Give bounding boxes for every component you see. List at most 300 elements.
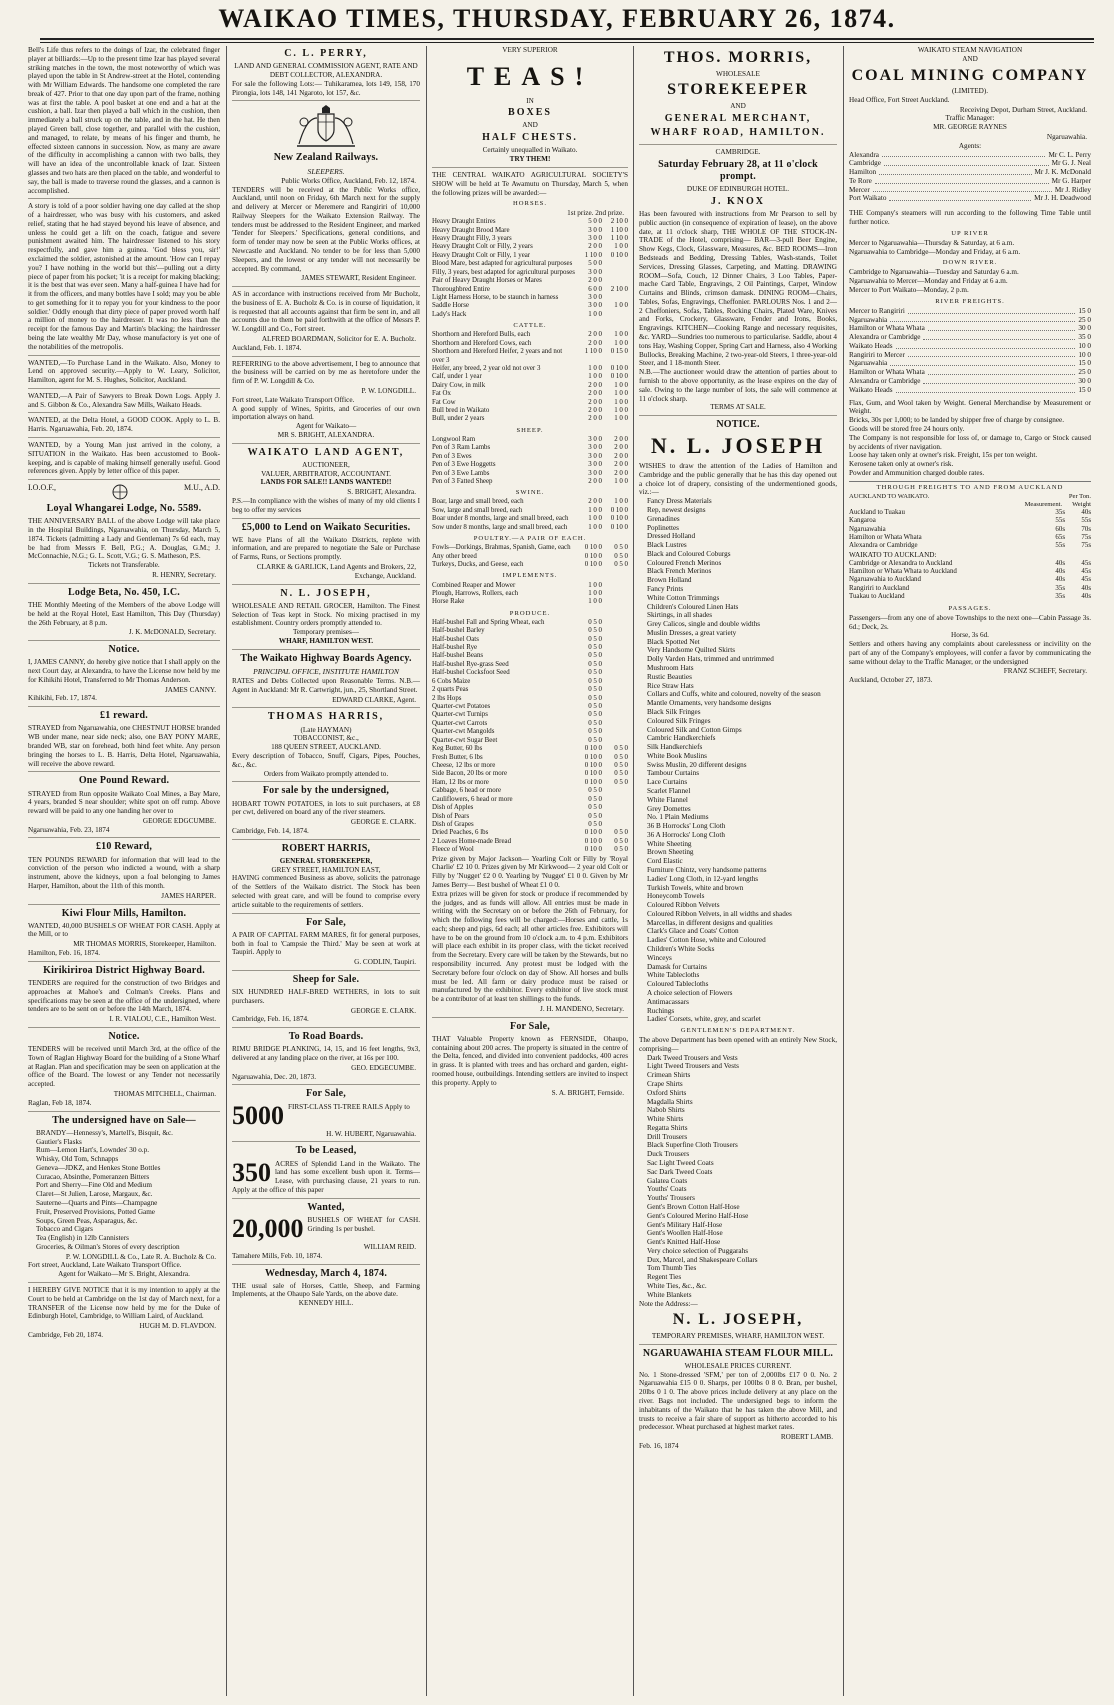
list-item: Youths' Trousers bbox=[647, 1194, 695, 1203]
row-label: Pen of 3 Ewe Hoggetts bbox=[432, 461, 496, 469]
ad-line: Traffic Manager: bbox=[945, 114, 995, 123]
row-value: 35s bbox=[1055, 508, 1065, 516]
ad-office: Public Works Office, Auckland, Feb. 12, 1874. bbox=[281, 176, 416, 185]
row-label: Keg Butter, 60 lbs bbox=[432, 745, 483, 753]
row-value bbox=[602, 590, 628, 598]
ad-place: CAMBRIDGE. bbox=[715, 147, 761, 156]
list-item: Coloured Tablecloths bbox=[647, 980, 709, 989]
column-1 bbox=[28, 46, 220, 1696]
ad-signature: WILLIAM REID. bbox=[363, 1242, 416, 1251]
row-value: 0 10 0 bbox=[584, 829, 602, 837]
ad-text: Settlers and others having any complaints about carelessness or incivility on the part of any of the Company's employees, will confer a favor by communicating the same without delay to the Traffic Manager, or the undersigned bbox=[849, 640, 1091, 666]
ad-signature: GEO. EDGECUMBE. bbox=[351, 1063, 416, 1072]
row-value: 40s bbox=[1081, 584, 1091, 592]
ad-line: TOBACCONIST, &c., bbox=[293, 734, 359, 743]
ad-text: TEN POUNDS REWARD for information that will lead to the conviction of the person who indicted a wound, with a sharp instrument, above the kidneys, upon a foal belonging to James Harper, Hamilton, about the 11th of this month. bbox=[28, 855, 220, 890]
to-auckland-heading: WAIKATO TO AUCKLAND: bbox=[849, 550, 937, 559]
dotted-row bbox=[849, 351, 1091, 360]
row-value: 2 0 0 bbox=[588, 331, 602, 339]
masthead-title: WAIKAO TIMES, THURSDAY, FEBRUARY 26, 1874. bbox=[218, 4, 896, 33]
ad-rails bbox=[232, 1088, 420, 1142]
ad-line: HALF CHESTS. bbox=[482, 132, 578, 144]
iof-left: I.O.O.F., bbox=[28, 483, 57, 493]
row-label: Dairy Cow, in milk bbox=[432, 381, 486, 389]
row-value: 45s bbox=[1081, 576, 1091, 584]
ad-text: FIRST-CLASS TI-TREE RAILS Apply to bbox=[288, 1102, 410, 1111]
row-label: Sow under 8 months, large and small breed, each bbox=[432, 523, 568, 531]
table-row bbox=[432, 399, 628, 407]
list-item: Poplinettes bbox=[647, 523, 679, 532]
row-label: Rangiriri to Auckland bbox=[849, 584, 910, 592]
ad-note: Note the Address:— bbox=[639, 1299, 698, 1308]
list-item: Coloured Ribbon Velvets, in all widths and shades bbox=[647, 909, 792, 918]
table-row bbox=[432, 453, 628, 461]
ad-agricultural-show bbox=[432, 171, 628, 1018]
column-4 bbox=[639, 46, 837, 1696]
table-row bbox=[432, 652, 628, 660]
list-item: Groceries, & Oilman's Stores of every description bbox=[36, 1242, 180, 1251]
ad-date: Cambridge, Feb. 16, 1874. bbox=[232, 1015, 309, 1024]
row-value: 45s bbox=[1081, 559, 1091, 567]
table-row bbox=[432, 252, 628, 260]
ad-heading: ROBERT HARRIS, bbox=[281, 842, 371, 854]
row-value: 1 0 0 bbox=[588, 364, 602, 372]
row-value bbox=[602, 678, 628, 686]
row-label: Tuakau to Auckland bbox=[849, 593, 905, 601]
list-item: Light Tweed Trousers and Vests bbox=[647, 1062, 739, 1071]
list-item: Gent's Knitted Half-Hose bbox=[647, 1238, 721, 1247]
row-value: 0 5 0 bbox=[588, 736, 602, 744]
list-item: A choice selection of Flowers bbox=[647, 988, 733, 997]
leader-dots bbox=[875, 177, 1049, 184]
ad-oddfellows-ball bbox=[28, 483, 220, 584]
dotted-row bbox=[849, 324, 1091, 333]
ad-date: Hamilton, Feb. 16, 1874. bbox=[28, 949, 101, 958]
row-value: 1 10 0 bbox=[610, 226, 628, 234]
row-label: Alexandra or Cambridge bbox=[849, 542, 918, 550]
table-row bbox=[849, 576, 1091, 584]
dotted-row bbox=[849, 333, 1091, 342]
row-label: Any other breed bbox=[432, 552, 477, 560]
column-rule bbox=[426, 46, 427, 1696]
row-label: Fleece of Wool bbox=[432, 846, 474, 854]
ad-fernside bbox=[432, 1021, 628, 1101]
list-item: Coloured French Merinos bbox=[647, 558, 722, 567]
ad-signature: ALFRED BOARDMAN, Solicitor for E. A. Bucholz. bbox=[261, 335, 416, 344]
ad-text: N.B.—The auctioneer would draw the attention of parties about to furnish to the above opportunity, as the lease expires on the day of sale. Owing to the large number of lots, the sale will commence at 11 o'clock sharp. bbox=[639, 368, 837, 403]
ad-signature: CLARKE & GARLICK, Land Agents and Brokers, 22, Exchange, Auckland. bbox=[256, 563, 416, 580]
row-label: Calf, under 1 year bbox=[432, 373, 482, 381]
table-row bbox=[432, 796, 628, 804]
row-value: 0 10 0 bbox=[584, 753, 602, 761]
row-value bbox=[602, 294, 628, 302]
list-item: White Tablecloths bbox=[647, 971, 700, 980]
column-rule bbox=[226, 46, 227, 1696]
list-item: Port and Sherry—Fine Old and Medium bbox=[36, 1181, 152, 1190]
ad-heading: For Sale, bbox=[510, 1020, 550, 1032]
row-label: Half-bushel Beans bbox=[432, 652, 484, 660]
ad-heading: WAIKATO LAND AGENT, bbox=[247, 446, 405, 458]
row-value: 1 0 0 bbox=[614, 302, 628, 310]
ad-number: 20,000 bbox=[232, 1213, 304, 1243]
row-value: 0 5 0 bbox=[588, 703, 602, 711]
ad-signature: JAMES STEWART, Resident Engineer. bbox=[301, 274, 416, 283]
row-value: 1 0 0 bbox=[614, 381, 628, 389]
ad-kirikiriroa bbox=[28, 965, 220, 1028]
row-value: 1 0 0 bbox=[614, 390, 628, 398]
section-passages: PASSAGES. bbox=[948, 604, 992, 612]
row-value: 0 10 0 bbox=[610, 515, 628, 523]
row-label: Quarter-cwt Mangolds bbox=[432, 728, 495, 736]
ad-perry bbox=[232, 48, 420, 101]
row-value bbox=[602, 260, 628, 268]
table-row bbox=[432, 340, 628, 348]
table-row bbox=[432, 686, 628, 694]
ad-heading: NOTICE. bbox=[716, 419, 760, 431]
agents-list bbox=[849, 151, 1091, 204]
masthead-rule-top bbox=[40, 38, 1094, 40]
prize-table-swine bbox=[432, 498, 628, 532]
row-label: Dish of Grapes bbox=[432, 820, 474, 828]
ad-line: Certainly unequalled in Waikato. bbox=[482, 146, 578, 155]
row-label: Ngaruawahia bbox=[849, 525, 886, 533]
column-rule bbox=[633, 46, 634, 1696]
row-label: Thoroughbred Entire bbox=[432, 285, 490, 293]
row-value: 15 0 bbox=[1078, 359, 1091, 368]
dotted-row bbox=[849, 386, 1091, 395]
row-value bbox=[602, 652, 628, 660]
row-value: 1 0 0 bbox=[614, 415, 628, 423]
ad-text: SIX HUNDRED HALF-BRED WETHERS, in lots to suit purchasers. bbox=[232, 988, 420, 1005]
prize-table-horses bbox=[432, 218, 628, 319]
ad-date: Ngaruawahia, Dec. 20, 1873. bbox=[232, 1072, 317, 1081]
row-value: 60s bbox=[1055, 525, 1065, 533]
ad-text: THAT Valuable Property known as FERNSIDE, Ohaupo, containing about 200 acres. The property is situated in the centre of the Delta, fenced, and divided into convenient paddocks, 400 acres in grass. It is planted with trees and has orchard and garden, eight-roomed house, outbuildings. Intending settlers are invited to inspect this property. Apply to bbox=[432, 1034, 628, 1087]
ad-heading: THOMAS HARRIS, bbox=[267, 711, 385, 723]
dotted-row bbox=[849, 342, 1091, 351]
drapery-list bbox=[639, 497, 837, 1024]
ad-reward-pound bbox=[28, 775, 220, 838]
row-value: 2 0 0 bbox=[588, 390, 602, 398]
row-label: Half-bushel Barley bbox=[432, 627, 485, 635]
ad-kiwi-mills bbox=[28, 908, 220, 962]
ad-address: Fort street, Auckland, Late Waikato Transport Office. bbox=[28, 1261, 182, 1270]
row-value: 65s bbox=[1055, 534, 1065, 541]
ad-heading: £1 reward. bbox=[100, 710, 148, 722]
row-value: 0 5 0 bbox=[614, 552, 628, 560]
ad-text: STRAYED from Ngaruawahia, one CHESTNUT HORSE branded WB under mane, near side neck; also, one BAY PONY MARE, branded WB, star on forehead, both hind feet white. Any person bringing the horses to L. B. Harris, Delta Hotel, Ngaruawahia, will receive the above reward. bbox=[28, 724, 220, 768]
ad-signature: GEORGE E. CLARK. bbox=[350, 1006, 416, 1015]
row-label: Quarter-cwt Turnips bbox=[432, 711, 488, 719]
table-row bbox=[432, 311, 628, 319]
table-row bbox=[432, 787, 628, 795]
row-value: 0 5 0 bbox=[588, 787, 602, 795]
leader-dots bbox=[908, 351, 1076, 358]
ad-cambridge-auction bbox=[639, 148, 837, 416]
ad-office: Head Office, Fort Street Auckland. bbox=[849, 95, 950, 104]
row-value: 0 5 0 bbox=[588, 644, 602, 652]
leader-dots bbox=[890, 316, 1075, 323]
row-value: 45s bbox=[1081, 568, 1091, 576]
ad-signature: THOMAS MITCHELL, Chairman. bbox=[113, 1090, 216, 1098]
ad-harris-tobacconist bbox=[232, 711, 420, 782]
column-2 bbox=[232, 46, 420, 1696]
table-row bbox=[432, 695, 628, 703]
ad-text: The Company is not responsible for loss of, or damage to, Cargo or Stock caused by accidents of river navigation. bbox=[849, 433, 1091, 451]
row-label: Dish of Pears bbox=[432, 812, 470, 820]
prize-table-cattle bbox=[432, 331, 628, 424]
list-item: Tea (English) in 12lb Cannisters bbox=[36, 1234, 129, 1243]
table-row bbox=[432, 294, 628, 302]
table-row bbox=[432, 507, 628, 515]
dotted-row bbox=[849, 159, 1091, 168]
ad-text: A good supply of Wines, Spirits, and Groceries of our own importation always on hand. bbox=[232, 404, 420, 422]
row-value: 2 0 0 bbox=[588, 498, 602, 506]
ad-text: BUSHELS OF WHEAT for CASH. Grinding 1s per bushel. bbox=[307, 1215, 420, 1233]
row-value: 35s bbox=[1055, 593, 1065, 601]
row-value bbox=[602, 311, 628, 319]
row-value: 2 0 0 bbox=[588, 478, 602, 486]
ad-text: WHOLESALE AND RETAIL GROCER, Hamilton. The Finest Selection of Teas kept in Stock. No mixing practised in my establishment. Country orders promptly attended to. bbox=[232, 601, 420, 628]
row-label: Ngaruawahia to Auckland bbox=[849, 576, 921, 584]
ad-subheading: WHOLESALE PRICES CURRENT. bbox=[684, 1361, 792, 1370]
row-value: 0 5 0 bbox=[588, 694, 602, 702]
dotted-row bbox=[849, 359, 1091, 368]
row-label: Kangaroa bbox=[849, 517, 876, 525]
ad-text: I, JAMES CANNY, do hereby give notice that I shall apply on the next Court day, at Alexandra, to have the License now held by me for Kihikihi Hotel, Transferred to Mr Thomas Anderson. bbox=[28, 658, 220, 684]
ad-heading: New Zealand Railways. bbox=[273, 152, 379, 164]
ad-date-heading: Saturday February 28, at 11 o'clock prompt. bbox=[658, 158, 818, 182]
row-value bbox=[602, 821, 628, 829]
dotted-row bbox=[849, 168, 1091, 177]
table-row bbox=[849, 585, 1091, 593]
list-item: Fruit, Preserved Provisions, Potted Game bbox=[36, 1207, 155, 1216]
list-item: Brown Sheeting bbox=[647, 848, 694, 857]
ad-wanted-land bbox=[28, 359, 220, 389]
row-value: 1 0 0 bbox=[588, 589, 602, 597]
ad-text: WISHES to draw the attention of the Ladies of Hamilton and Cambridge and the public generally that he has this day opened out a choice lot of drapery, consisting of the undermentioned goods, viz.:— bbox=[639, 462, 837, 497]
leader-dots bbox=[890, 359, 1075, 366]
ad-railways bbox=[232, 104, 420, 287]
row-value: 5 0 0 bbox=[588, 218, 602, 226]
row-value bbox=[602, 669, 628, 677]
list-item: Regent Ties bbox=[647, 1273, 682, 1282]
table-row bbox=[432, 235, 628, 243]
ad-date: Auckland, October 27, 1873. bbox=[849, 676, 933, 685]
list-item: Mushroom Hats bbox=[647, 664, 694, 673]
row-label: Half-bushel Rye-grass Seed bbox=[432, 660, 509, 668]
row-value: 55s bbox=[1081, 517, 1091, 525]
ad-line: GENERAL MERCHANT, bbox=[664, 112, 812, 124]
leader-dots bbox=[923, 333, 1075, 340]
ad-heading: The Waikato Highway Boards Agency. bbox=[240, 652, 412, 664]
list-item: Black and Coloured Coburgs bbox=[647, 549, 731, 558]
row-value: 35s bbox=[1055, 584, 1065, 592]
article-text: A story is told of a poor soldier having one day called at the shop of a hairdresser, who was busy with his customers, and asked relief, stating that he had stayed beyond his leave of absence, and unless he could get a lift on the coach, fatigue and severe punishment awaited him. The hairdresser listened to his story respectfully, and gave him a guinea. 'God bless you, sir!' exclaimed the soldier, astonished at the amount. 'How can I repay you? I have nothing in the world but this'—pulling out a dirty piece of paper from his pocket; 'it is a receipt for making blacking; it is the best that was ever seen. Many a half-guinea I have had for it from the officers, and many bottles have I sold; may you be able to get something for it to repay you for your kindness to the poor soldier.' Oddly enough that dirty piece of paper proved worth half a million of money to the hairdresser. It was no less than the receipt for the famous Day and Martin's blacking; the hairdresser being the late wealthy Mr Day, whose manufactory is yet one of the notabilities of the metropolis. bbox=[28, 202, 220, 351]
row-label: Rangiriri to Mercer bbox=[849, 350, 905, 359]
row-label: Pair of Heavy Draught Horses or Mares bbox=[432, 277, 542, 285]
ad-leased bbox=[232, 1145, 420, 1198]
row-value: 0 5 0 bbox=[588, 627, 602, 635]
ad-text: No. 1 Stone-dressed 'SFM,' per ton of 2,000lbs £17 0 0. No. 2 Ngaruawahia £15 0 0. Sharps, per 100lbs 0 8 0. Bran, per bushel, 20lbs 0 1 0. The above prices include delivery at any place on the river. Bags not included. The undersigned begs to inform the inhabitants of the Waikato that he has taken the above Mill, and trusts to receive a fair share of support as hitherto accorded to his predecessor. Wheat purchased at highest market rates. bbox=[639, 1370, 837, 1432]
ad-sheep bbox=[232, 974, 420, 1028]
row-value: 0 10 0 bbox=[584, 544, 602, 552]
row-value bbox=[602, 644, 628, 652]
ad-auctioneer: J. KNOX bbox=[711, 195, 765, 207]
ad-signature: G. CODLIN, Taupiri. bbox=[354, 958, 416, 967]
section-gents: GENTLEMEN'S DEPARTMENT. bbox=[680, 1027, 796, 1035]
leader-dots bbox=[908, 307, 1076, 314]
row-label: Fat Ox bbox=[432, 390, 451, 398]
row-value: 3 0 0 bbox=[588, 302, 602, 310]
table-row bbox=[849, 560, 1091, 568]
ad-subheading: SLEEPERS. bbox=[307, 166, 345, 176]
list-item: Gent's Coloured Merino Half-Hose bbox=[647, 1211, 749, 1220]
ad-wanted-sawyers bbox=[28, 392, 220, 414]
row-label: Heavy Draught Filly, 3 years bbox=[432, 235, 512, 242]
row-value: 3 0 0 bbox=[588, 435, 602, 443]
table-row bbox=[432, 407, 628, 415]
freight-list bbox=[849, 307, 1091, 395]
ad-line: 188 QUEEN STREET, AUCKLAND. bbox=[271, 743, 381, 752]
row-label: Pen of 3 Ewe Lambs bbox=[432, 469, 490, 477]
list-item: Crimean Shirts bbox=[647, 1071, 691, 1080]
ad-reward-1 bbox=[28, 710, 220, 772]
ad-line: AND bbox=[962, 54, 978, 63]
list-item: Crape Shirts bbox=[647, 1080, 683, 1089]
leader-dots bbox=[928, 324, 1076, 331]
row-value bbox=[602, 703, 628, 711]
table-row bbox=[849, 542, 1091, 550]
table-row bbox=[849, 568, 1091, 576]
ad-name: N. L. JOSEPH bbox=[650, 433, 826, 459]
ad-securities bbox=[232, 522, 420, 585]
ad-heading: NGARUAWAHIA STEAM FLOUR MILL. bbox=[642, 1347, 834, 1359]
row-label: 2 lbs Hops bbox=[432, 694, 462, 702]
gents-list bbox=[639, 1054, 837, 1300]
ad-number: 5000 bbox=[232, 1100, 284, 1130]
ad-heading: To Road Boards. bbox=[288, 1031, 364, 1043]
ad-line: (LIMITED). bbox=[951, 87, 989, 96]
table-row bbox=[432, 544, 628, 552]
list-item: White Ties, &c., &c. bbox=[647, 1281, 707, 1290]
row-value: 0 5 0 bbox=[614, 846, 628, 854]
row-value: 2 0 0 bbox=[614, 452, 628, 460]
ad-text: RIMU BRIDGE PLANKING, 14, 15, and 16 feet lengths, 9x3, delivered at any landing place on the river, at 16s per 100. bbox=[232, 1045, 420, 1063]
ad-name: N. L. JOSEPH, bbox=[672, 1311, 804, 1329]
row-value: 75s bbox=[1081, 542, 1091, 550]
row-value bbox=[602, 728, 628, 736]
ad-highway-agency bbox=[232, 653, 420, 709]
ad-text: WE have Plans of all the Waikato Districts, replete with information, and are prepared to negotiate the Sale or Purchase of Farms, Runs, or Sections promptly. bbox=[232, 535, 420, 562]
leader-dots bbox=[889, 194, 1031, 201]
list-item: Claret—St Julien, Larose, Margaux, &c. bbox=[36, 1190, 153, 1199]
row-value: 30 0 bbox=[1078, 324, 1091, 333]
table-row bbox=[432, 829, 628, 837]
list-item: Children's Coloured Linen Hats bbox=[647, 602, 739, 611]
list-item: Tobacco and Cigars bbox=[36, 1225, 93, 1234]
row-value: 2 10 0 bbox=[610, 285, 628, 293]
ad-place: Ngaruawahia. bbox=[1046, 132, 1087, 141]
dotted-row bbox=[849, 151, 1091, 160]
ad-date: Auckland, Feb. 1. 1874. bbox=[232, 343, 302, 352]
list-item: Marcellas, in different designs and qualities bbox=[647, 918, 773, 927]
row-value: 75s bbox=[1081, 534, 1091, 541]
row-label: Shorthorn and Hereford Heifer, 2 years and not over 3 bbox=[432, 348, 563, 364]
ad-text: Bricks, 30s per 1,000; to be landed by shipper free of charge by consignee. bbox=[849, 416, 1065, 425]
section-up-river: UP RIVER bbox=[951, 229, 989, 237]
ad-heading: Lodge Beta, No. 450, I.C. bbox=[68, 586, 180, 598]
ad-note: Tickets not Transferable. bbox=[88, 561, 160, 570]
list-item: Curacao, Absinthe, Pomeranzen Bitters bbox=[36, 1172, 150, 1181]
row-value: 25 0 bbox=[1078, 368, 1091, 377]
timetable-line: Mercer to Ngaruawahia—Thursday & Saturday, at 6 a.m. bbox=[849, 238, 1015, 247]
ad-text: LANDS FOR SALE!! LANDS WANTED!! bbox=[260, 478, 392, 487]
table-row bbox=[432, 762, 628, 770]
list-item: Black French Merinos bbox=[647, 567, 712, 576]
list-item: Dolly Varden Hats, trimmed and untrimmed bbox=[647, 655, 774, 664]
table-row bbox=[432, 590, 628, 598]
list-item: Lace Curtains bbox=[647, 778, 688, 787]
row-value: 0 5 0 bbox=[614, 753, 628, 761]
row-value: 15 0 bbox=[1078, 306, 1091, 315]
table-row bbox=[432, 779, 628, 787]
ad-thos-morris bbox=[639, 48, 837, 145]
row-label: Turkeys, Ducks, and Geese, each bbox=[432, 561, 524, 569]
ad-line: Temporary premises— bbox=[293, 628, 359, 637]
ad-address: Fort street, Late Waikato Transport Office. bbox=[232, 395, 355, 404]
row-value: 0 5 0 bbox=[588, 677, 602, 685]
row-label: Heavy Draught Colt or Filly, 2 years bbox=[432, 243, 533, 251]
row-value: 2 0 0 bbox=[588, 407, 602, 415]
section-horses: HORSES. bbox=[513, 200, 547, 208]
row-label: Heavy Draught Entires bbox=[432, 218, 496, 226]
ad-road-boards bbox=[232, 1031, 420, 1085]
table-row bbox=[432, 754, 628, 762]
row-label: Heifer, any breed, 2 year old not over 3 bbox=[432, 364, 541, 372]
row-label: 6 Cobs Maize bbox=[432, 677, 471, 685]
ad-text: THE usual sale of Horses, Cattle, Sheep, and Farming Implements, at the Ohaupo Sale Yards, on the above date. bbox=[232, 1281, 420, 1299]
prize-table-sheep bbox=[432, 436, 628, 487]
row-value: 2 0 0 bbox=[614, 444, 628, 452]
ad-subheading: GENERAL STOREKEEPER, bbox=[279, 856, 373, 865]
ad-heading: £10 Reward, bbox=[95, 841, 153, 853]
row-value: 5 0 0 bbox=[588, 260, 602, 268]
ad-signature: FRANZ SCHEFF, Secretary. bbox=[1003, 667, 1087, 676]
ad-venue: DUKE OF EDINBURGH HOTEL. bbox=[686, 185, 790, 194]
row-label: Fat Cow bbox=[432, 398, 456, 406]
section-produce: PRODUCE. bbox=[509, 609, 551, 617]
ad-heading: To be Leased, bbox=[295, 1145, 357, 1157]
row-label: Light Harness Horse, to be staunch in harness bbox=[432, 293, 559, 301]
row-label: 2 quarts Peas bbox=[432, 686, 469, 694]
row-value: Mr J. Ridley bbox=[1054, 185, 1091, 194]
table-row bbox=[432, 390, 628, 398]
table-row bbox=[432, 365, 628, 373]
ad-farm-mares bbox=[232, 917, 420, 971]
leader-dots bbox=[882, 151, 1046, 158]
row-value: 0 10 0 bbox=[584, 552, 602, 560]
ad-text: TENDERS are required for the construction of two Bridges and approaches at Mahoe's and Colman's Creeks. Plans and specifications may be seen at the office of the undersigned, where tenders are to be sent on or before the 14th March, 1874. bbox=[28, 979, 220, 1014]
ad-signature: J. H. MANDENO, Secretary. bbox=[540, 1004, 624, 1013]
row-value: 25 0 bbox=[1078, 315, 1091, 324]
through-sub-measure: Measurement. bbox=[1024, 500, 1063, 508]
ad-text: THE CENTRAL WAIKATO AGRICULTURAL SOCIETY'S SHOW will be held at Te Awamutu on Thursday, March 5, when the following prizes will be awarded:— bbox=[432, 171, 628, 197]
table-row bbox=[432, 636, 628, 644]
ad-hereby-notice bbox=[28, 1286, 220, 1343]
through-col-right: Per Ton. bbox=[1068, 492, 1091, 500]
row-label: Shorthorn and Hereford Bulls, each bbox=[432, 331, 531, 339]
